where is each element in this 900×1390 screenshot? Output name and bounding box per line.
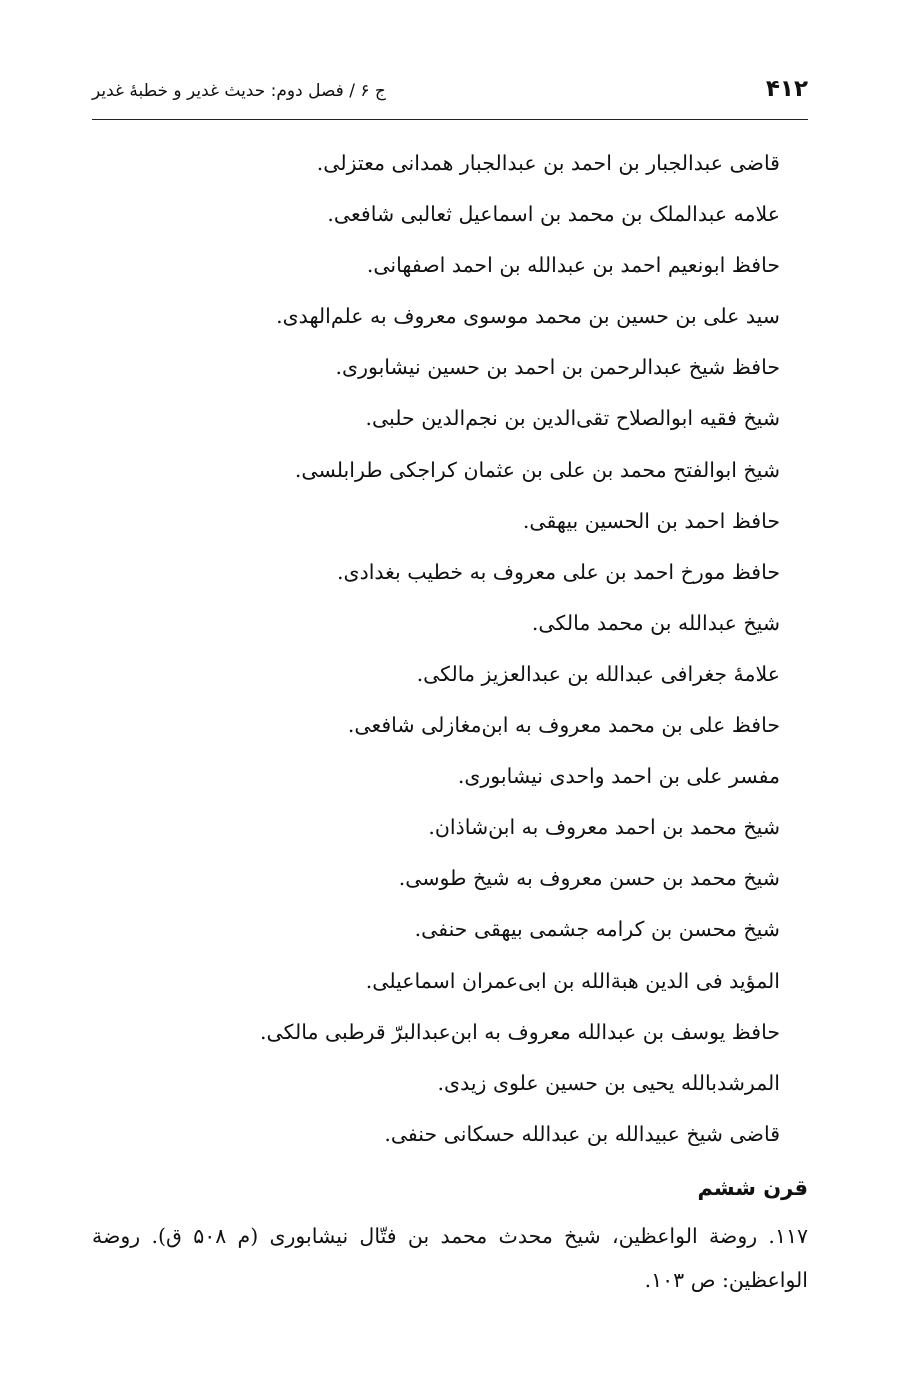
list-item: مفسر علی بن احمد واحدی نیشابوری. — [457, 764, 780, 789]
list-item: شیخ ابوالفتح محمد بن علی بن عثمان کراجکی طرابلسی. — [294, 457, 780, 482]
list-item: شیخ محمد بن احمد معروف به ابن‌شاذان. — [428, 815, 780, 840]
list-item: علامهٔ جغرافی عبدالله بن عبدالعزیز مالکی. — [416, 661, 780, 686]
list-item: حافظ یوسف بن عبدالله معروف به ابن‌عبدالبرّ قرطبی مالکی. — [260, 1019, 780, 1044]
running-title: ج ۶ / فصل دوم: حدیث غدیر و خطبهٔ غدیر — [92, 81, 386, 101]
list-item: شیخ فقیه ابوالصلاح تقی‌الدین بن نجم‌الدین حلبی. — [365, 406, 780, 431]
list-item: شیخ محسن بن کرامه جشمی بیهقی حنفی. — [414, 917, 780, 942]
list-item: المرشدبالله یحیی بن حسین علوی زیدی. — [437, 1070, 780, 1095]
list-item: قاضی شیخ عبیدالله بن عبدالله حسکانی حنفی. — [384, 1121, 780, 1146]
list-item: شیخ عبدالله بن محمد مالکی. — [531, 610, 780, 635]
list-item: حافظ ابونعیم احمد بن عبدالله بن احمد اصفهانی. — [366, 253, 780, 278]
list-item: حافظ شیخ عبدالرحمن بن احمد بن حسین نیشابوری. — [335, 355, 780, 380]
list-item: حافظ علی بن محمد معروف به ابن‌مغازلی شافعی. — [347, 713, 780, 738]
scholar-name-list — [260, 138, 780, 1160]
list-item: علامه عبدالملک بن محمد بن اسماعیل ثعالبی شافعی. — [327, 202, 780, 227]
list-item: شیخ محمد بن حسن معروف به شیخ طوسی. — [398, 866, 780, 891]
list-item: قاضی عبدالجبار بن احمد بن عبدالجبار همدانی معتزلی. — [316, 151, 780, 175]
list-item: حافظ احمد بن الحسین بیهقی. — [522, 508, 780, 533]
list-item: المؤید فی الدین هبةالله بن ابی‌عمران اسماعیلی. — [365, 968, 780, 993]
numbered-entry: ۱۱۷. روضة الواعظین، شیخ محدث محمد بن فتّال نیشابوری (م ۵۰۸ ق). روضة الواعظین: ص ۱۰۳. — [92, 1224, 808, 1292]
page-number: ۴۱۲ — [765, 76, 808, 102]
header-rule — [92, 119, 808, 120]
list-item: حافظ مورخ احمد بن علی معروف به خطیب بغدادی. — [337, 559, 780, 584]
section-heading: قرن ششم — [697, 1176, 808, 1200]
page-header — [92, 72, 808, 112]
list-item: سید علی بن حسین بن محمد موسوی معروف به علم‌الهدی. — [276, 304, 780, 329]
